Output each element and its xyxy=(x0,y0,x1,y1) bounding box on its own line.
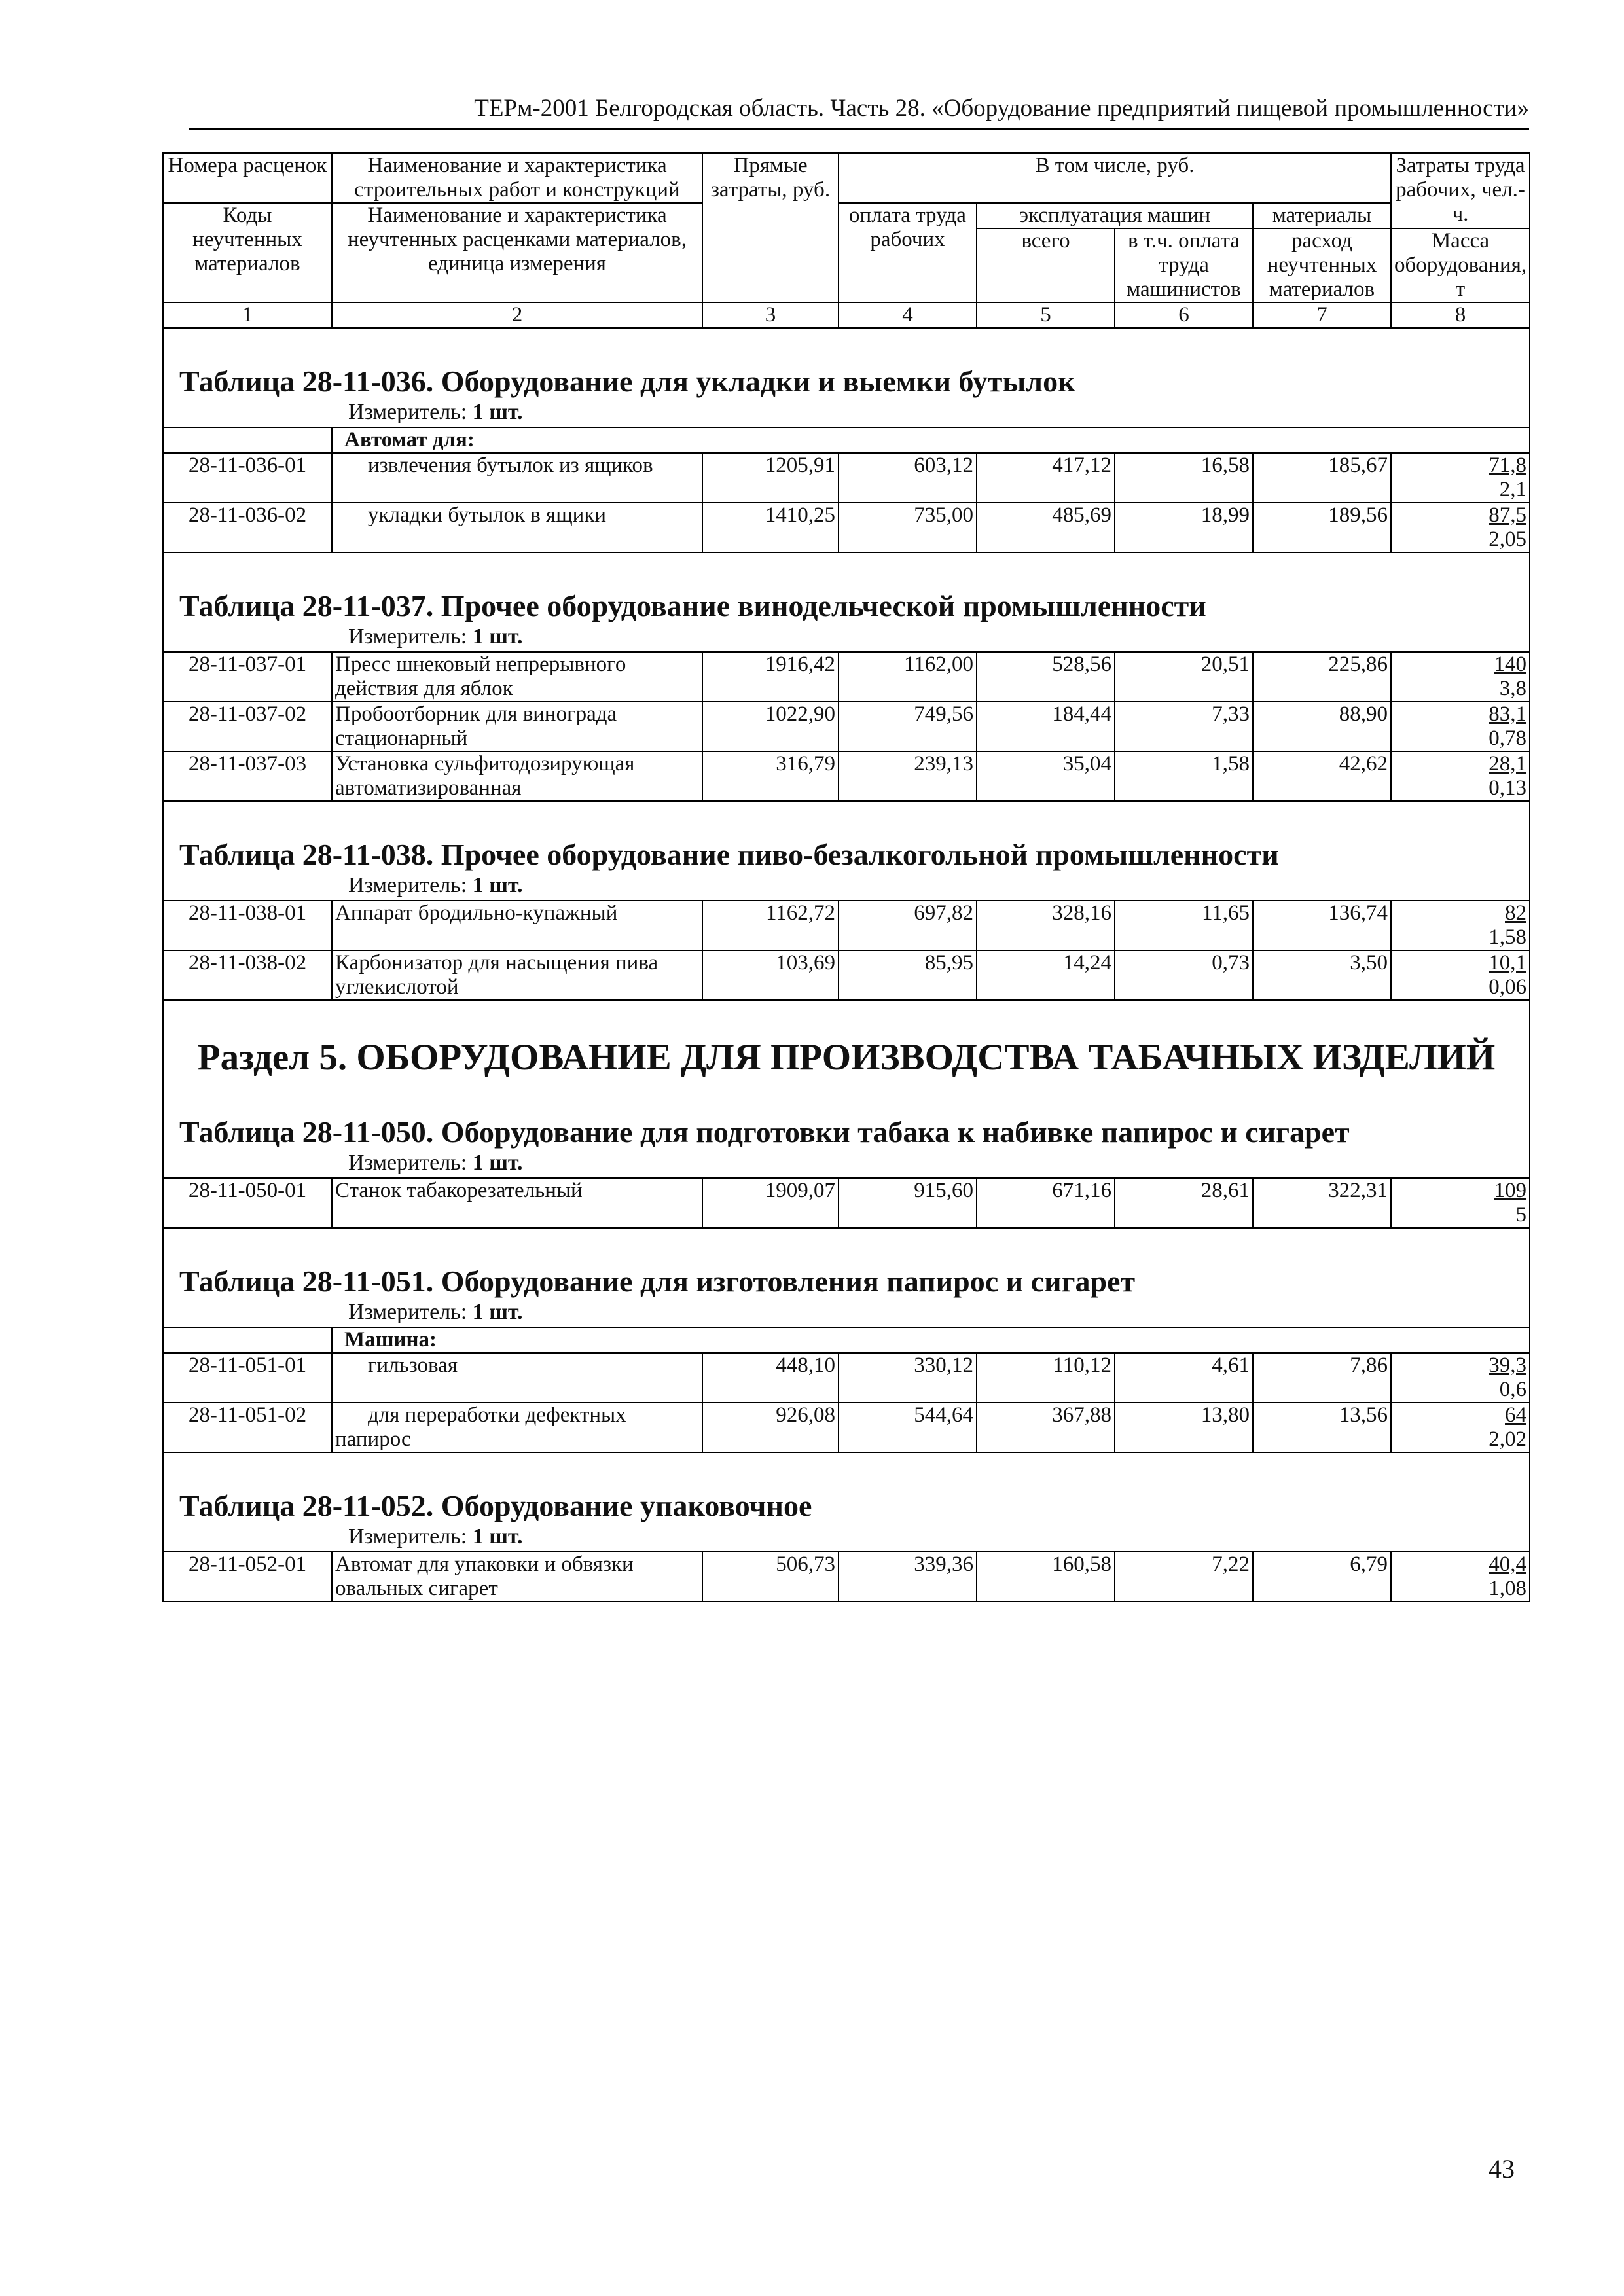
table-title: Таблица 28-11-050. Оборудование для подготовки табака к набивке папирос и сигарет xyxy=(179,1115,1350,1149)
labor-hours: 10,1 xyxy=(1489,951,1527,975)
equipment-mass: 0,13 xyxy=(1489,776,1527,800)
rate-name-cell xyxy=(332,702,702,751)
value-machines: 671,16 xyxy=(977,1178,1115,1228)
rates-table xyxy=(162,152,1530,1602)
table-row xyxy=(163,652,1530,702)
value-direct: 1410,25 xyxy=(702,503,839,552)
value-machines: 367,88 xyxy=(977,1403,1115,1452)
table-row xyxy=(163,1353,1530,1403)
value-machines: 14,24 xyxy=(977,950,1115,1000)
value-labor-pay: 915,60 xyxy=(839,1178,977,1228)
value-labor-pay: 339,36 xyxy=(839,1552,977,1602)
measure-line xyxy=(166,1524,1526,1551)
header-col1-top: Номера расценок xyxy=(163,153,332,203)
labor-mass-cell xyxy=(1391,702,1530,751)
rate-name: укладки бутылок в ящики xyxy=(368,503,607,527)
value-direct: 1916,42 xyxy=(702,652,839,702)
header-rule xyxy=(189,128,1529,130)
value-materials: 13,56 xyxy=(1253,1403,1391,1452)
value-direct: 1022,90 xyxy=(702,702,839,751)
value-machines: 35,04 xyxy=(977,751,1115,801)
table-row xyxy=(163,1178,1530,1228)
labor-hours: 87,5 xyxy=(1489,503,1527,527)
value-machinists: 28,61 xyxy=(1115,1178,1253,1228)
labor-mass-cell xyxy=(1391,1353,1530,1403)
rate-code: 28-11-037-02 xyxy=(163,702,332,751)
equipment-mass: 1,08 xyxy=(1489,1577,1527,1600)
col-number: 8 xyxy=(1391,302,1530,328)
header-col3: Прямые затраты, руб. xyxy=(702,153,839,302)
header-col2-bottom: Наименование и характеристика неучтенных расценками материалов, единица измерения xyxy=(332,203,702,302)
value-direct: 103,69 xyxy=(702,950,839,1000)
section-title: Раздел 5. ОБОРУДОВАНИЕ ДЛЯ ПРОИЗВОДСТВА ТАБАЧНЫХ ИЗДЕЛИЙ xyxy=(197,1037,1496,1078)
group-row xyxy=(163,1327,1530,1353)
rate-name-cell xyxy=(332,1552,702,1602)
value-materials: 42,62 xyxy=(1253,751,1391,801)
header-col1-bottom: Коды неучтенных материалов xyxy=(163,203,332,302)
value-machinists: 16,58 xyxy=(1115,453,1253,503)
measure-value: 1 шт. xyxy=(472,1151,523,1175)
rate-code: 28-11-037-01 xyxy=(163,652,332,702)
value-labor-pay: 85,95 xyxy=(839,950,977,1000)
value-direct: 1909,07 xyxy=(702,1178,839,1228)
col-number: 6 xyxy=(1115,302,1253,328)
rate-name-cell xyxy=(332,1353,702,1403)
table-title: Таблица 28-11-051. Оборудование для изготовления папирос и сигарет xyxy=(179,1265,1136,1298)
labor-hours: 109 xyxy=(1494,1179,1527,1202)
labor-hours: 140 xyxy=(1494,653,1527,676)
rate-name-cell xyxy=(332,751,702,801)
value-materials: 136,74 xyxy=(1253,901,1391,950)
table-row xyxy=(163,503,1530,552)
rate-name-cell xyxy=(332,950,702,1000)
labor-hours: 40,4 xyxy=(1489,1552,1527,1576)
measure-label: Измеритель: xyxy=(348,1300,467,1324)
equipment-mass: 5 xyxy=(1515,1203,1527,1227)
rate-name: Пробоотборник для винограда стационарный xyxy=(335,702,617,750)
measure-value: 1 шт. xyxy=(472,400,523,424)
value-materials: 88,90 xyxy=(1253,702,1391,751)
rate-name: Аппарат бродильно-купажный xyxy=(335,901,618,925)
header-incl: В том числе, руб. xyxy=(839,153,1391,203)
group-label: Автомат для: xyxy=(344,428,475,452)
labor-hours: 71,8 xyxy=(1489,454,1527,477)
value-machinists: 11,65 xyxy=(1115,901,1253,950)
value-direct: 448,10 xyxy=(702,1353,839,1403)
header-col2-top: Наименование и характеристика строительных работ и конструкций xyxy=(332,153,702,203)
rate-code: 28-11-036-02 xyxy=(163,503,332,552)
labor-mass-cell xyxy=(1391,503,1530,552)
table-caption-row xyxy=(163,328,1530,427)
value-materials: 322,31 xyxy=(1253,1178,1391,1228)
value-direct: 506,73 xyxy=(702,1552,839,1602)
labor-hours: 39,3 xyxy=(1489,1354,1527,1377)
table-caption-row xyxy=(163,801,1530,901)
rate-name: Станок табакорезательный xyxy=(335,1179,583,1202)
header-materials: материалы xyxy=(1253,203,1391,228)
table-header xyxy=(163,153,1530,302)
rate-name: гильзовая xyxy=(368,1354,458,1377)
table-row xyxy=(163,950,1530,1000)
col-number: 7 xyxy=(1253,302,1391,328)
table-row xyxy=(163,1552,1530,1602)
rate-code: 28-11-038-02 xyxy=(163,950,332,1000)
measure-value: 1 шт. xyxy=(472,624,523,649)
value-materials: 3,50 xyxy=(1253,950,1391,1000)
labor-mass-cell xyxy=(1391,1403,1530,1452)
measure-line xyxy=(166,624,1526,651)
rate-code: 28-11-036-01 xyxy=(163,453,332,503)
value-machines: 184,44 xyxy=(977,702,1115,751)
value-machinists: 7,33 xyxy=(1115,702,1253,751)
value-machinists: 18,99 xyxy=(1115,503,1253,552)
labor-hours: 64 xyxy=(1505,1403,1527,1427)
value-direct: 1205,91 xyxy=(702,453,839,503)
table-caption-row xyxy=(163,552,1530,652)
value-labor-pay: 330,12 xyxy=(839,1353,977,1403)
table-row xyxy=(163,901,1530,950)
rate-code: 28-11-052-01 xyxy=(163,1552,332,1602)
column-numbers xyxy=(163,302,1530,328)
value-materials: 185,67 xyxy=(1253,453,1391,503)
col-number: 5 xyxy=(977,302,1115,328)
measure-line xyxy=(166,1299,1526,1327)
value-machines: 417,12 xyxy=(977,453,1115,503)
table-row xyxy=(163,453,1530,503)
equipment-mass: 0,06 xyxy=(1489,975,1527,999)
equipment-mass: 0,6 xyxy=(1499,1378,1527,1401)
equipment-mass: 1,58 xyxy=(1489,925,1527,949)
value-machines: 528,56 xyxy=(977,652,1115,702)
value-machines: 160,58 xyxy=(977,1552,1115,1602)
value-direct: 1162,72 xyxy=(702,901,839,950)
value-machinists: 20,51 xyxy=(1115,652,1253,702)
rate-name-cell xyxy=(332,652,702,702)
value-labor-pay: 749,56 xyxy=(839,702,977,751)
table-title: Таблица 28-11-052. Оборудование упаковочное xyxy=(179,1489,812,1522)
rate-name-cell xyxy=(332,503,702,552)
value-materials: 225,86 xyxy=(1253,652,1391,702)
labor-mass-cell xyxy=(1391,652,1530,702)
table-caption-row xyxy=(163,1000,1530,1178)
table-body xyxy=(163,328,1530,1602)
rate-code: 28-11-051-01 xyxy=(163,1353,332,1403)
value-labor-pay: 544,64 xyxy=(839,1403,977,1452)
labor-mass-cell xyxy=(1391,950,1530,1000)
rate-code: 28-11-050-01 xyxy=(163,1178,332,1228)
value-machines: 110,12 xyxy=(977,1353,1115,1403)
labor-mass-cell xyxy=(1391,751,1530,801)
value-materials: 189,56 xyxy=(1253,503,1391,552)
rate-name-cell xyxy=(332,1178,702,1228)
labor-hours: 83,1 xyxy=(1489,702,1527,726)
value-materials: 6,79 xyxy=(1253,1552,1391,1602)
measure-label: Измеритель: xyxy=(348,624,467,649)
equipment-mass: 2,1 xyxy=(1499,478,1527,501)
value-labor-pay: 1162,00 xyxy=(839,652,977,702)
header-col5: всего xyxy=(977,228,1115,302)
table-caption-row xyxy=(163,1452,1530,1552)
equipment-mass: 2,02 xyxy=(1489,1427,1527,1451)
measure-line xyxy=(166,1150,1526,1177)
measure-label: Измеритель: xyxy=(348,1151,467,1175)
running-header: ТЕРм-2001 Белгородская область. Часть 28. «Оборудование предприятий пищевой промышленности» xyxy=(474,95,1529,122)
measure-label: Измеритель: xyxy=(348,1524,467,1549)
table-row xyxy=(163,1403,1530,1452)
col-number: 2 xyxy=(332,302,702,328)
measure-line xyxy=(166,872,1526,900)
group-row xyxy=(163,427,1530,453)
value-labor-pay: 735,00 xyxy=(839,503,977,552)
table-row xyxy=(163,751,1530,801)
value-direct: 316,79 xyxy=(702,751,839,801)
labor-mass-cell xyxy=(1391,453,1530,503)
col-number: 4 xyxy=(839,302,977,328)
rate-name: для переработки дефектных папирос xyxy=(335,1403,626,1451)
value-machines: 328,16 xyxy=(977,901,1115,950)
labor-hours: 28,1 xyxy=(1489,752,1527,776)
header-col7: расход неучтенных материалов xyxy=(1253,228,1391,302)
rate-name-cell xyxy=(332,1403,702,1452)
rate-name: Пресс шнековый непрерывного действия для яблок xyxy=(335,653,626,700)
rate-name: Установка сульфитодозирующая автоматизированная xyxy=(335,752,635,800)
rate-code: 28-11-038-01 xyxy=(163,901,332,950)
measure-value: 1 шт. xyxy=(472,873,523,897)
header-col8-top: Затраты труда рабочих, чел.-ч. xyxy=(1391,153,1530,228)
table-title: Таблица 28-11-038. Прочее оборудование пиво-безалкогольной промышленности xyxy=(179,838,1279,871)
measure-value: 1 шт. xyxy=(472,1300,523,1324)
rate-code: 28-11-037-03 xyxy=(163,751,332,801)
rate-name-cell xyxy=(332,453,702,503)
equipment-mass: 2,05 xyxy=(1489,528,1527,551)
value-machinists: 1,58 xyxy=(1115,751,1253,801)
rate-name: Карбонизатор для насыщения пива углекислотой xyxy=(335,951,659,999)
labor-hours: 82 xyxy=(1505,901,1527,925)
value-materials: 7,86 xyxy=(1253,1353,1391,1403)
value-machinists: 13,80 xyxy=(1115,1403,1253,1452)
table-title: Таблица 28-11-036. Оборудование для укладки и выемки бутылок xyxy=(179,365,1075,398)
labor-mass-cell xyxy=(1391,901,1530,950)
value-labor-pay: 603,12 xyxy=(839,453,977,503)
labor-mass-cell xyxy=(1391,1178,1530,1228)
value-labor-pay: 239,13 xyxy=(839,751,977,801)
value-machinists: 0,73 xyxy=(1115,950,1253,1000)
header-col4: оплата труда рабочих xyxy=(839,203,977,302)
value-machines: 485,69 xyxy=(977,503,1115,552)
table-caption-row xyxy=(163,1228,1530,1327)
value-machinists: 4,61 xyxy=(1115,1353,1253,1403)
value-direct: 926,08 xyxy=(702,1403,839,1452)
col-number: 1 xyxy=(163,302,332,328)
table-title: Таблица 28-11-037. Прочее оборудование винодельческой промышленности xyxy=(179,589,1206,622)
header-machines: эксплуатация машин xyxy=(977,203,1253,228)
col-number: 3 xyxy=(702,302,839,328)
group-label: Машина: xyxy=(344,1328,437,1352)
equipment-mass: 3,8 xyxy=(1499,677,1527,700)
rate-code: 28-11-051-02 xyxy=(163,1403,332,1452)
measure-label: Измеритель: xyxy=(348,873,467,897)
equipment-mass: 0,78 xyxy=(1489,726,1527,750)
measure-label: Измеритель: xyxy=(348,400,467,424)
table-row xyxy=(163,702,1530,751)
measure-line xyxy=(166,399,1526,427)
measure-value: 1 шт. xyxy=(472,1524,523,1549)
value-labor-pay: 697,82 xyxy=(839,901,977,950)
rate-name: Автомат для упаковки и обвязки овальных сигарет xyxy=(335,1552,634,1600)
header-col6: в т.ч. оплата труда машинистов xyxy=(1115,228,1253,302)
page-number: 43 xyxy=(1489,2154,1515,2183)
labor-mass-cell xyxy=(1391,1552,1530,1602)
value-machinists: 7,22 xyxy=(1115,1552,1253,1602)
header-col8-bottom: Масса оборудования, т xyxy=(1391,228,1530,302)
rate-name: извлечения бутылок из ящиков xyxy=(368,454,653,477)
rate-name-cell xyxy=(332,901,702,950)
